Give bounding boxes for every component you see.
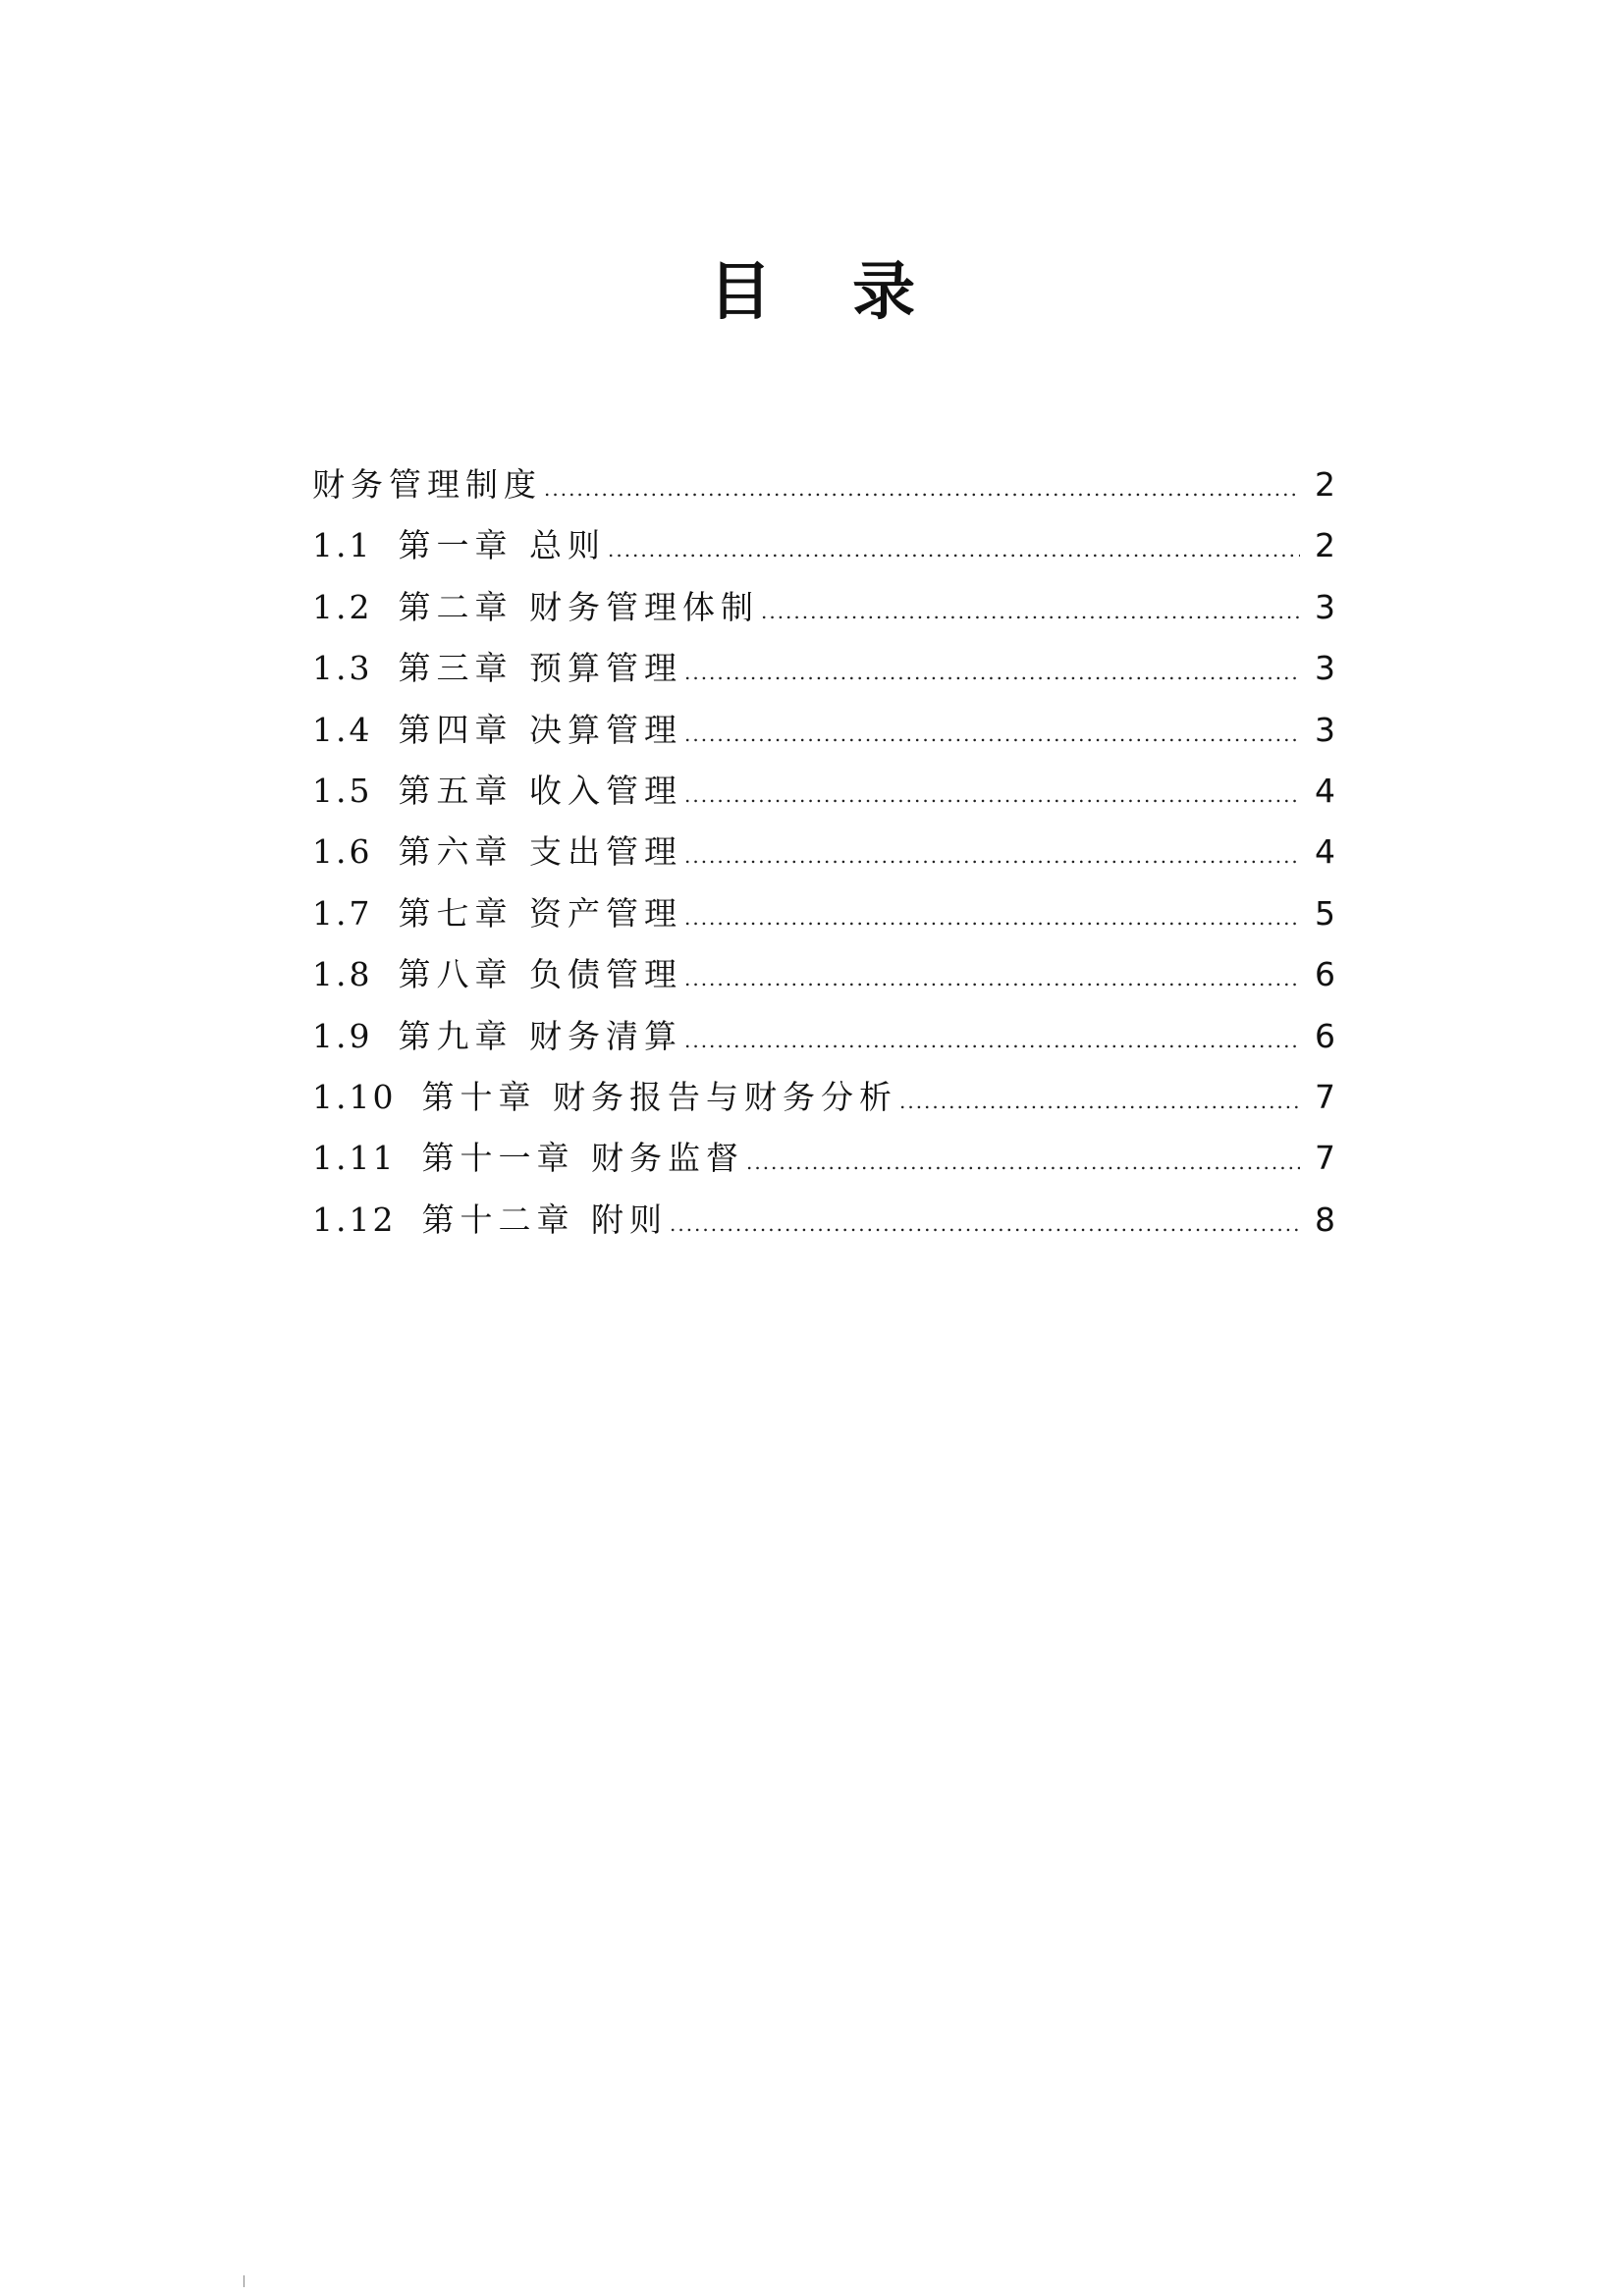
toc-dot-leader — [761, 581, 1300, 642]
toc-entry-label: 第七章 资产管理 — [398, 893, 682, 933]
toc-entry-label: 财务管理制度 — [312, 465, 542, 504]
toc-dot-leader — [684, 887, 1300, 948]
toc-entry[interactable] — [312, 577, 1335, 638]
toc-dot-leader — [746, 1132, 1300, 1193]
toc-entry-page: 4 — [1315, 832, 1335, 872]
toc-entry-number: 1.10 — [312, 1077, 397, 1116]
toc-dot-leader — [684, 704, 1300, 765]
toc-entry-label: 第二章 财务管理体制 — [398, 587, 759, 626]
toc-entry-page: 4 — [1315, 771, 1335, 810]
toc-entry-page: 3 — [1315, 710, 1335, 749]
toc-entry-label: 第六章 支出管理 — [398, 832, 682, 872]
toc-entry-number: 1.7 — [312, 893, 373, 933]
toc-entry-page: 3 — [1315, 587, 1335, 626]
toc-entry-number: 1.11 — [312, 1139, 397, 1178]
toc-dot-leader — [544, 458, 1300, 519]
toc-entry[interactable] — [312, 1067, 1335, 1128]
toc-entry[interactable] — [312, 761, 1335, 822]
toc-entry-number: 1.3 — [312, 649, 373, 688]
toc-entry-page: 7 — [1315, 1139, 1335, 1178]
toc-entry[interactable] — [312, 1006, 1335, 1067]
toc-entry-number: 1.5 — [312, 771, 373, 810]
toc-entry-number: 1.6 — [312, 832, 373, 872]
toc-dot-leader — [684, 826, 1300, 886]
toc-entry[interactable] — [312, 700, 1335, 761]
toc-entry-page: 2 — [1315, 526, 1335, 565]
toc-entry-page: 8 — [1315, 1200, 1335, 1239]
toc-entry-number: 1.4 — [312, 710, 373, 749]
toc-entry-page: 3 — [1315, 649, 1335, 688]
table-of-contents — [312, 454, 1335, 1251]
toc-entry-label: 第五章 收入管理 — [398, 771, 682, 810]
toc-entry-number: 1.12 — [312, 1200, 397, 1239]
toc-dot-leader — [684, 948, 1300, 1009]
toc-entry-page: 6 — [1315, 955, 1335, 994]
toc-dot-leader — [608, 519, 1300, 580]
toc-entry[interactable] — [312, 1190, 1335, 1251]
toc-entry-label: 第一章 总则 — [398, 526, 606, 565]
page-title: 目 录 — [708, 256, 946, 329]
toc-entry-label: 第九章 财务清算 — [398, 1016, 682, 1055]
toc-dot-leader — [670, 1194, 1300, 1255]
toc-entry-number: 1.8 — [312, 955, 373, 994]
toc-dot-leader — [684, 1010, 1300, 1071]
toc-dot-leader — [684, 642, 1300, 703]
toc-entry-label: 第八章 负债管理 — [398, 955, 682, 994]
toc-entry-label: 第三章 预算管理 — [398, 649, 682, 688]
toc-entry[interactable] — [312, 638, 1335, 699]
toc-entry[interactable] — [312, 883, 1335, 944]
toc-entry-label: 第十一章 财务监督 — [421, 1139, 744, 1178]
toc-dot-leader — [684, 765, 1300, 826]
toc-entry[interactable] — [312, 944, 1335, 1005]
toc-dot-leader — [899, 1071, 1300, 1132]
toc-entry-number: 1.9 — [312, 1016, 373, 1055]
toc-entry-page: 5 — [1315, 893, 1335, 933]
toc-entry[interactable] — [312, 1128, 1335, 1189]
toc-entry-page: 2 — [1315, 465, 1335, 504]
toc-entry-page: 6 — [1315, 1016, 1335, 1055]
toc-entry[interactable] — [312, 454, 1335, 515]
toc-entry[interactable] — [312, 822, 1335, 882]
toc-entry-number: 1.1 — [312, 526, 373, 565]
toc-entry-page: 7 — [1315, 1077, 1335, 1116]
toc-entry-label: 第四章 决算管理 — [398, 710, 682, 749]
toc-entry-label: 第十二章 附则 — [421, 1200, 668, 1239]
toc-entry-label: 第十章 财务报告与财务分析 — [421, 1077, 897, 1116]
toc-entry[interactable] — [312, 515, 1335, 576]
toc-entry-number: 1.2 — [312, 587, 373, 626]
